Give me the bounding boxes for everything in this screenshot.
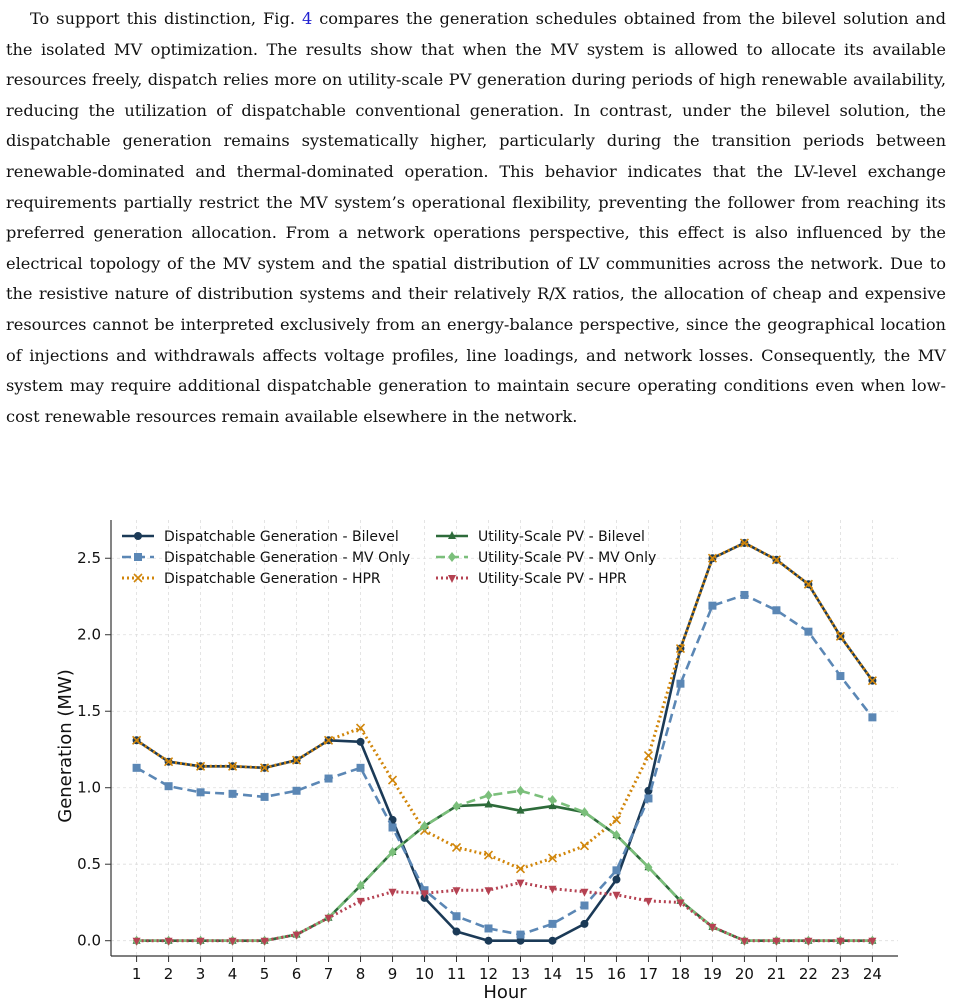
series-5: [133, 880, 877, 946]
y-axis-label: Generation (MW): [55, 669, 76, 823]
data-point: [485, 790, 493, 800]
x-tick-label: 2: [163, 965, 174, 983]
series-1: [133, 591, 877, 939]
legend-item-0: [122, 529, 399, 545]
x-tick-label: 18: [670, 965, 691, 983]
data-point: [293, 787, 301, 795]
data-point: [644, 794, 652, 802]
data-point: [357, 764, 365, 772]
data-point: [740, 591, 748, 599]
figure-reference-link[interactable]: 4: [301, 9, 313, 28]
x-tick-label: 7: [323, 965, 334, 983]
data-point: [389, 889, 397, 897]
data-point: [612, 876, 620, 884]
legend-label: Dispatchable Generation - MV Only: [164, 550, 411, 566]
x-tick-label: 22: [798, 965, 818, 983]
data-point: [485, 924, 493, 932]
data-point: [516, 931, 524, 939]
legend-item-4: [436, 550, 656, 566]
data-point: [134, 532, 142, 540]
y-tick-label: 0.5: [77, 855, 101, 874]
y-tick-label: 2.0: [77, 625, 101, 644]
x-tick-label: 17: [638, 965, 659, 983]
series-layer: [133, 539, 877, 946]
data-point: [612, 892, 620, 900]
legend-item-1: [122, 550, 410, 566]
x-tick-label: 23: [830, 965, 850, 983]
series-0: [133, 539, 877, 945]
legend-label: Utility-Scale PV - Bilevel: [478, 529, 645, 545]
data-point: [133, 764, 141, 772]
series-line: [137, 791, 873, 941]
data-point: [836, 672, 844, 680]
legend-item-5: [436, 571, 627, 587]
legend-label: Utility-Scale PV - MV Only: [478, 550, 657, 566]
series-3: [133, 800, 877, 944]
x-tick-label: 6: [291, 965, 302, 983]
data-point: [453, 928, 461, 936]
legend-label: Dispatchable Generation - HPR: [164, 571, 381, 587]
x-tick-label: 24: [862, 965, 882, 983]
data-point: [804, 628, 812, 636]
data-point: [389, 776, 397, 784]
data-point: [325, 775, 333, 783]
y-tick-label: 1.5: [77, 702, 101, 721]
data-point: [516, 786, 524, 796]
legend-label: Dispatchable Generation - Bilevel: [164, 529, 399, 545]
data-point: [485, 887, 493, 895]
axes-layer: [77, 520, 898, 983]
data-point: [448, 552, 456, 562]
data-point: [644, 752, 652, 760]
x-tick-label: 14: [542, 965, 563, 983]
data-point: [134, 574, 142, 582]
data-point: [197, 788, 205, 796]
data-point: [134, 553, 142, 561]
x-tick-label: 16: [606, 965, 627, 983]
legend-item-2: [122, 571, 381, 587]
data-point: [453, 887, 461, 895]
data-point: [548, 920, 556, 928]
data-point: [772, 606, 780, 614]
x-tick-label: 13: [510, 965, 531, 983]
x-tick-label: 21: [766, 965, 786, 983]
paragraph-text-before-ref: To support this distinction, Fig.: [30, 9, 302, 28]
data-point: [389, 823, 397, 831]
series-line: [137, 543, 873, 941]
data-point: [165, 782, 173, 790]
legend-item-3: [436, 529, 645, 545]
x-tick-label: 8: [355, 965, 366, 983]
data-point: [580, 842, 588, 850]
x-tick-label: 19: [702, 965, 722, 983]
y-tick-label: 1.0: [77, 778, 101, 797]
body-paragraph: [6, 4, 946, 432]
data-point: [485, 937, 493, 945]
data-point: [357, 898, 365, 906]
data-point: [261, 793, 269, 801]
x-tick-label: 15: [574, 965, 595, 983]
data-point: [580, 920, 588, 928]
x-tick-label: 11: [446, 965, 467, 983]
x-tick-label: 5: [259, 965, 270, 983]
x-tick-label: 10: [414, 965, 435, 983]
data-point: [868, 713, 876, 721]
data-point: [516, 880, 524, 888]
data-point: [453, 801, 461, 811]
data-point: [229, 790, 237, 798]
paragraph-text-after-ref: compares the generation schedules obtained from the bilevel solution and the isolated MV optimization. The results show that when the MV system is allowed to allocate its available resources freely, dispatch relies more on utility-scale PV generation during periods of high renewable availability, reducing the utilization of dispatchable conventional generation. In contrast, under the bilevel solution, the dispatchable generation remains systematically higher, particularly during the transition periods between renewable-dominated and thermal-dominated operation. This behavior indicates that the LV-level exchange requirements partially restrict the MV system’s operational flexibility, preventing the follower from reaching its preferred generation allocation. From a network operations perspective, this effect is also influenced by the electrical topology of the MV system and the spatial distribution of LV communities across the network. Due to the resistive nature of distribution systems and their relatively R/X ratios, the allocation of cheap and expensive resources cannot be interpreted exclusively from an energy-balance perspective, since the geographical location of injections and withdrawals affects voltage profiles, line loadings, and network losses. Consequently, the MV system may require additional dispatchable generation to maintain secure operating conditions even when low-cost renewable resources remain available elsewhere in the network.: [6, 9, 946, 426]
y-tick-label: 2.5: [77, 549, 101, 568]
x-tick-label: 9: [387, 965, 398, 983]
series-2: [133, 539, 877, 873]
data-point: [612, 866, 620, 874]
x-tick-label: 3: [195, 965, 206, 983]
data-point: [448, 575, 456, 583]
x-axis-label: Hour: [483, 982, 527, 1003]
data-point: [548, 795, 556, 805]
data-point: [357, 738, 365, 746]
x-tick-label: 20: [734, 965, 754, 983]
data-point: [580, 889, 588, 897]
data-point: [453, 912, 461, 920]
generation-chart: [0, 508, 953, 1004]
data-point: [644, 898, 652, 906]
data-point: [548, 937, 556, 945]
data-point: [580, 902, 588, 910]
x-tick-label: 12: [478, 965, 499, 983]
series-line: [137, 595, 873, 935]
data-point: [708, 602, 716, 610]
data-point: [676, 680, 684, 688]
series-line: [137, 543, 873, 869]
series-4: [133, 786, 877, 946]
series-line: [137, 805, 873, 941]
x-tick-label: 1: [131, 965, 142, 983]
x-tick-label: 4: [227, 965, 238, 983]
y-tick-label: 0.0: [77, 931, 101, 950]
legend-label: Utility-Scale PV - HPR: [478, 571, 627, 587]
legend: [122, 529, 656, 587]
